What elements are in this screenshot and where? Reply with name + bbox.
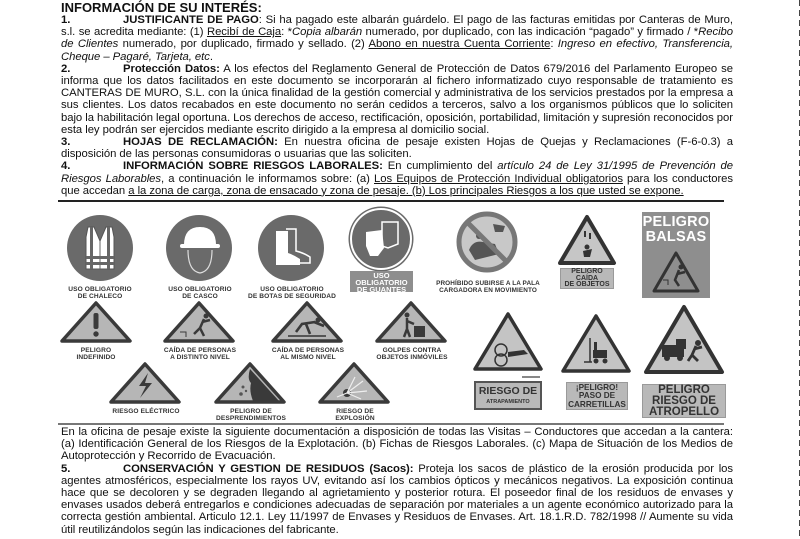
helmet-icon (178, 223, 222, 275)
section-number: 2. (61, 62, 71, 75)
section-text: , a continuación le informamos sobre: (a) (161, 172, 374, 185)
small-marking (522, 376, 540, 378)
sign-forklift (560, 310, 632, 410)
explosion-icon (317, 361, 391, 405)
documentation-paragraph: En la oficina de pesaje existe la siguiente documentación a disposición de todas las Visitas – Conductores que accedan a la cantera: (a) Identificación General de los Riesgos de la Explotación. (b) Fichas de Riesgos Laborales. (c) Mapa de Situación de los Medios de Autoprotección y Recorrido de Evacuación. (61, 426, 733, 463)
vest-icon (80, 225, 120, 271)
sign-caption-plate: RIESGO DE ATRAPAMIENTO (474, 381, 542, 410)
section-text: : * (281, 26, 293, 39)
section-text: : (550, 38, 558, 51)
section-text-italic: Recibo de Clientes (61, 26, 733, 51)
sign-caption: CAÍDA DE PERSONAS AL MISMO NIVEL (271, 347, 345, 362)
sign-explosion (317, 361, 393, 421)
section-text-underlined: a la zona de carga, zona de ensacado y zona de pesaje. (b) Los principales Riesgos a los que usted se expone. (128, 184, 684, 197)
sign-caption: PELIGRO DE DESPRENDIMIENTOS (216, 408, 286, 423)
section-text: En nuestra oficina de pesaje existen Hojas de Quejas y Reclamaciones (F-6-0.3) a disposición de las personas consumidoras o usuarias que las soliciten. (61, 136, 733, 161)
landslide-icon (213, 361, 287, 405)
sign-caption: USO OBLIGATORIO DE CASCO (168, 286, 232, 301)
sign-collision (374, 300, 450, 362)
section-text: . (209, 50, 213, 63)
sign-caption: CAÍDA DE PERSONAS A DISTINTO NIVEL (163, 347, 237, 362)
sign-caption-plate: ¡PELIGRO! PASO DE CARRETILLAS (566, 382, 628, 410)
run-over-icon (642, 303, 726, 377)
recibi-de-caja-text: Recibí de Caja (206, 26, 282, 39)
trip-icon (270, 300, 344, 344)
sign-caption-plate: PELIGRO CAÍDA DE OBJETOS (560, 268, 614, 289)
section-heading: CONSERVACIÓN Y GESTION DE RESIDUOS (Sacos): (123, 462, 414, 475)
sign-boots (247, 215, 337, 301)
section-heading: HOJAS DE RECLAMACIÓN: (123, 136, 278, 149)
section-heading: INFORMACIÓN SOBRE RIESGOS LABORALES: (123, 160, 383, 173)
sign-vest (66, 215, 134, 300)
epi-obligatorios-text: Los Equipos de Protección Individual obligatorios (374, 172, 623, 185)
sign-landslide (213, 361, 289, 421)
no-climbing-loader-icon (455, 210, 519, 274)
section-text: Proteja los sacos de plástico de la erosión producida por los agentes atmosféricos, especialmente los rayos UV, evitando así los cambios ópticos y mecánicos negativos. La exposición continua hace que se decoloren y se degraden llegando al agrietamiento y posterior rotura. El poseedor final de los residuos de envases y envases usados deberá entregarlos e condiciones adecuadas de separación por materiales a un agente económico autorizado para la correcta gestión ambiental. Articulo 12.1. Ley 11/1997 de Envases y Residuos de Envases. Art. 18.1.R.D. 782/1998 // Aumente su vida útil reutilizándolos según las indicaciones del fabricante. (61, 462, 733, 536)
sign-entrapment (472, 310, 544, 410)
falling-objects-icon (556, 213, 618, 267)
section-number: 5. (61, 462, 71, 475)
sign-caption: USO OBLIGATORIO DE BOTAS DE SEGURIDAD (247, 286, 337, 301)
sign-caption-plate: PELIGRO RIESGO DE ATROPELLO (642, 384, 726, 418)
sign-helmet (166, 215, 234, 300)
section-text: para los conductores que accedan (61, 172, 733, 197)
section-number: 3. (61, 136, 71, 149)
section-text: A los efectos del Reglamento General de Protección de Datos 679/2016 del Parlamento Europeo se informa que los datos facilitados en este documento se incorporarán al fichero informatizado cuyo responsable de tratamiento es CANTERAS DE MURO, S.L. con la única finalidad de la gestión comercial y administrativa de los servicios prestados por la empresa a sus clientes. Los datos recabados en este documento no serán cedidos a terceros, salvo a los organismos públicos que lo soliciten bajo la habilitación legal oportuna. Los derechos de acceso, rectificación, oposición, portabilidad, limitación y supresión reconocidos por esta ley podrán ser ejercidos mediante escrito dirigido a la empresa al domicilio social. (61, 62, 733, 136)
section-number: 1. (61, 14, 71, 26)
ponds-icon (651, 250, 701, 294)
exclamation-icon (59, 300, 133, 344)
section-1 (61, 14, 733, 63)
section-3 (61, 136, 733, 160)
electric-icon (108, 361, 182, 405)
sign-caption-plate: USO OBLIGATORIO DE GUANTES (350, 271, 413, 292)
page-title: INFORMACIÓN DE SU INTERÉS: (61, 0, 262, 15)
entrapment-icon (472, 310, 544, 374)
sign-caption: RIESGO ELÉCTRICO (112, 408, 180, 415)
sign-caption: RIESGO DE EXPLOSIÓN (335, 408, 375, 423)
sign-falling-objects (554, 213, 620, 298)
sign-ponds (642, 212, 710, 298)
forklift-icon (560, 312, 632, 376)
sign-trip (270, 300, 346, 362)
sign-undefined-danger (58, 300, 134, 362)
sign-run-over (642, 303, 726, 417)
sign-caption: PELIGRO BALSAS (642, 214, 710, 245)
section-text: numerado, por duplicado, con las indicación “pagado” y firmado / * (362, 26, 699, 39)
divider-top (58, 200, 724, 202)
section-text-italic: Copia albarán (292, 26, 363, 39)
sections-top (61, 14, 733, 197)
section-text-italic: Ingreso en efectivo, Transferencia, Cheque – Pagaré, Tarjeta, etc (61, 38, 733, 63)
collision-icon (374, 300, 448, 344)
section-5 (61, 463, 733, 536)
section-text-italic: artículo 24 de Ley 31/1995 de Prevención de Riesgos Laborables (61, 160, 733, 185)
sign-caption: PROHÍBIDO SUBIRSE A LA PALA CARGADORA EN MOVIMIENTO (436, 280, 540, 295)
sections-bottom (61, 426, 733, 536)
section-heading: JUSTIFICANTE DE PAGO (123, 14, 259, 26)
sign-gloves (350, 208, 414, 292)
gloves-icon (362, 218, 402, 260)
section-2 (61, 63, 733, 136)
section-4 (61, 160, 733, 197)
boots-icon (270, 227, 314, 269)
sign-caption: USO OBLIGATORIO DE CHALECO (68, 286, 132, 301)
section-text: : Si ha pagado este albarán guárdelo. El pago de las facturas emitidas por Canteras de Muro, s.l. se acredita mediante: (1) (61, 14, 733, 39)
section-text: numerado, por duplicado, firmado y sellado. (2) (118, 38, 369, 51)
section-number: 4. (61, 160, 71, 173)
sign-caption: PELIGRO INDEFINIDO (76, 347, 116, 362)
divider-bottom (58, 423, 724, 425)
fall-different-level-icon (162, 300, 236, 344)
section-heading: Protección Datos: (123, 62, 220, 75)
sign-no-climbing (436, 208, 540, 295)
sign-caption: GOLPES CONTRA OBJETOS INMÓVILES (376, 347, 448, 362)
sign-electric (108, 361, 184, 421)
section-text: En cumplimiento del (382, 160, 498, 173)
sign-fall-different-level (162, 300, 238, 362)
abono-cuenta-text: Abono en nuestra Cuenta Corriente (368, 38, 551, 51)
